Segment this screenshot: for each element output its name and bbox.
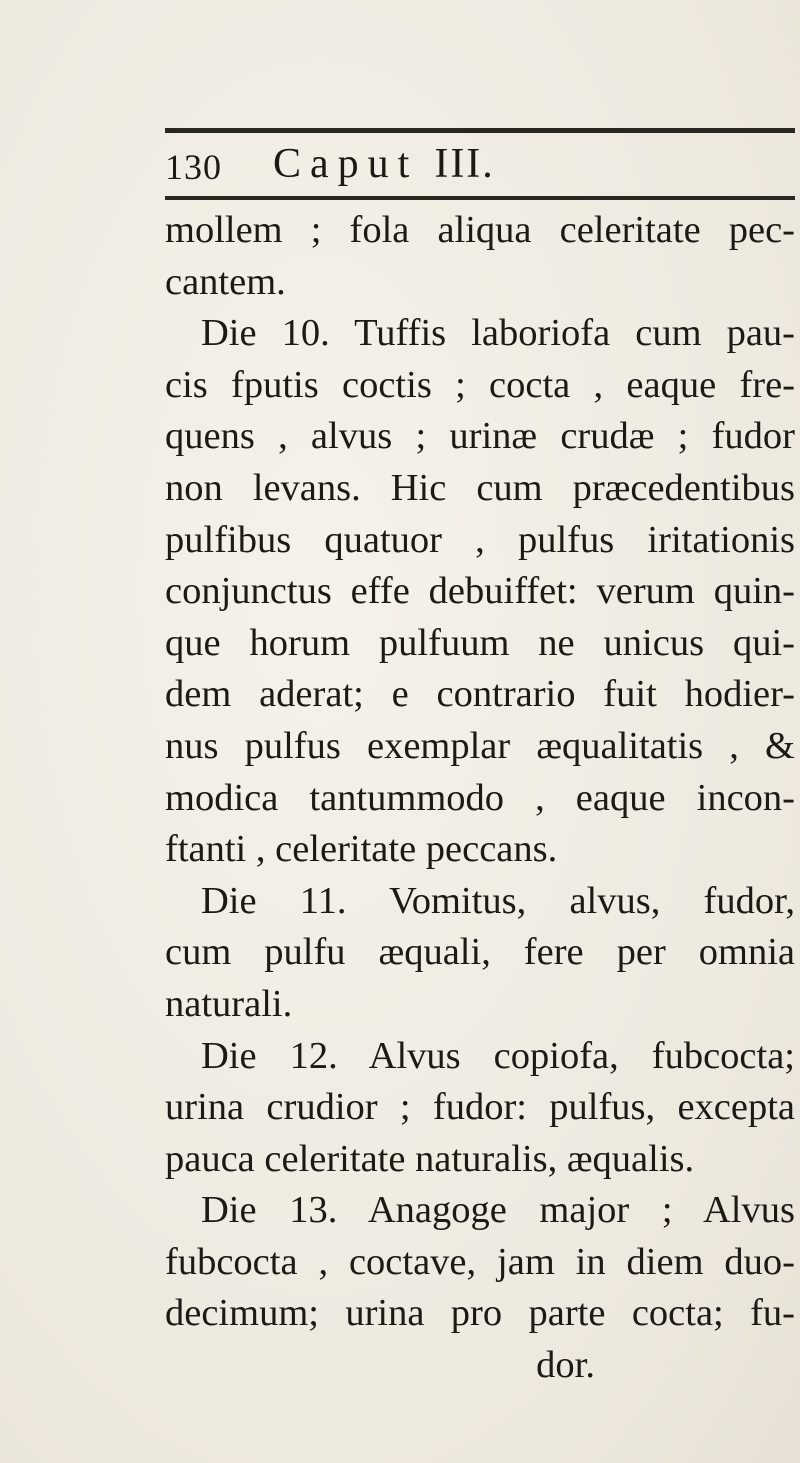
- chapter-numeral: III.: [434, 141, 495, 187]
- header-rule: [165, 196, 795, 200]
- text-line: cum pulfu æquali, fere per omnia: [165, 931, 795, 974]
- text-line: urina crudior ; fudor: pulfus, excepta: [165, 1086, 795, 1129]
- top-rule: [165, 128, 795, 133]
- body-text: [165, 205, 795, 1392]
- text-line: nus pulfus exemplar æqualitatis , &: [165, 724, 795, 767]
- running-title: [273, 140, 495, 188]
- text-line: que horum pulfuum ne unicus qui-: [165, 621, 795, 664]
- page-header: [165, 140, 795, 192]
- running-title-word: Caput: [273, 141, 419, 187]
- text-line: decimum; urina pro parte cocta; fu-: [165, 1292, 795, 1335]
- text-line: cantem.: [165, 260, 286, 303]
- text-line: modica tantummodo , eaque incon-: [165, 776, 795, 819]
- text-line: fubcocta , coctave, jam in diem duo-: [165, 1240, 795, 1283]
- text-line: ftanti , celeritate peccans.: [165, 828, 558, 871]
- text-line: Die 13. Anagoge major ; Alvus: [201, 1189, 795, 1232]
- text-line: cis fputis coctis ; cocta , eaque fre-: [165, 363, 795, 406]
- text-line: Die 12. Alvus copiofa, fubcocta;: [201, 1034, 795, 1077]
- text-line: pulfibus quatuor , pulfus iritationis: [165, 518, 795, 561]
- page-number: 130: [165, 147, 222, 187]
- text-line: mollem ; fola aliqua celeritate pec-: [165, 209, 795, 251]
- text-line: quens , alvus ; urinæ crudæ ; fudor: [165, 415, 795, 458]
- text-line: pauca celeritate naturalis, æqualis.: [165, 1137, 695, 1180]
- text-line: naturali.: [165, 982, 293, 1025]
- text-line: Die 11. Vomitus, alvus, fudor,: [201, 879, 795, 922]
- text-line: non levans. Hic cum præcedentibus: [165, 466, 795, 509]
- text-line: dor.: [536, 1344, 595, 1387]
- text-line: dem aderat; e contrario fuit hodier-: [165, 673, 795, 716]
- text-line: Die 10. Tuffis laboriofa cum pau-: [201, 312, 795, 355]
- text-line: conjunctus effe debuiffet: verum quin-: [165, 570, 795, 613]
